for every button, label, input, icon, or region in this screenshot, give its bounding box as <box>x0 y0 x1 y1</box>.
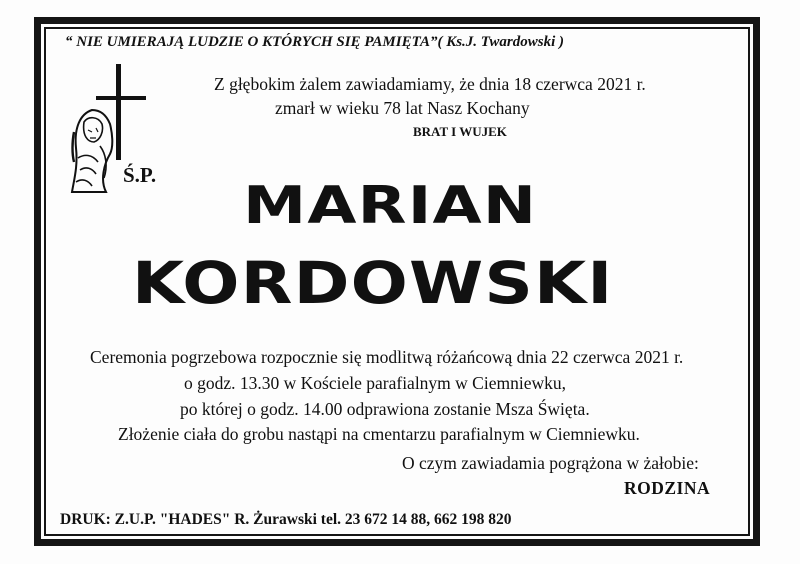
announcement-line-1: Z głębokim żalem zawiadamiamy, że dnia 18 czerwca 2021 r. <box>214 74 646 94</box>
signature: RODZINA <box>624 478 711 498</box>
ceremony-line-1: Ceremonia pogrzebowa rozpocznie się modlitwą różańcową dnia 22 czerwca 2021 r. <box>90 347 684 367</box>
first-name: MARIAN <box>243 176 538 236</box>
memorial-quote: “ NIE UMIERAJĄ LUDZIE O KTÓRYCH SIĘ PAMIĘTA”( Ks.J. Twardowski ) <box>65 34 564 50</box>
announcement-line-2: zmarł w wieku 78 lat Nasz Kochany <box>275 98 530 118</box>
printer-footer: DRUK: Z.U.P. "HADES" R. Żurawski tel. 23 672 14 88, 662 198 820 <box>60 511 512 528</box>
ceremony-line-4: Złożenie ciała do grobu nastąpi na cmentarzu parafialnym w Ciemniewku. <box>118 424 640 444</box>
last-name: KORDOWSKI <box>132 249 614 317</box>
mourning-line: O czym zawiadamia pogrążona w żałobie: <box>402 453 699 473</box>
ceremony-line-3: po której o godz. 14.00 odprawiona zostanie Msza Święta. <box>180 399 590 419</box>
sp-label: Ś.P. <box>123 163 157 187</box>
ceremony-line-2: o godz. 13.30 w Kościele parafialnym w Ciemniewku, <box>184 373 566 393</box>
relation-label: BRAT I WUJEK <box>413 124 507 139</box>
